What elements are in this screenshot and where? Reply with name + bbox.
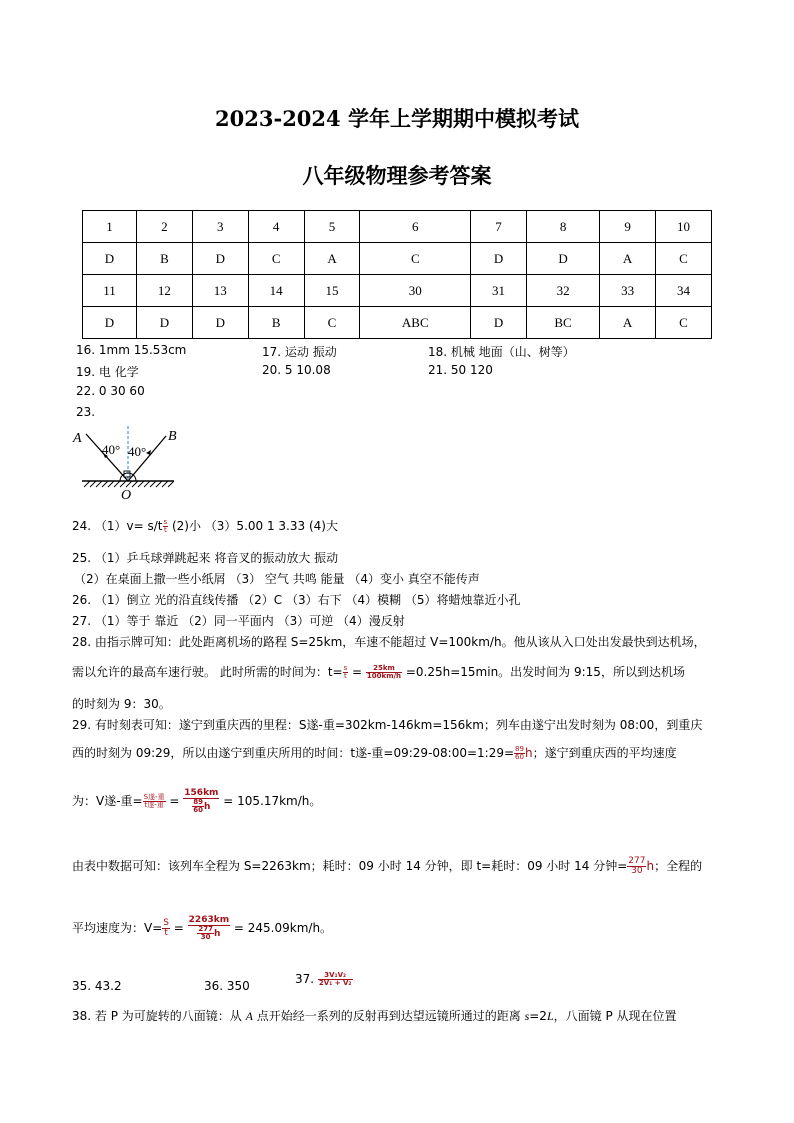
table-cell: 8 bbox=[526, 211, 599, 243]
text: =2 bbox=[529, 1009, 547, 1023]
answer-22: 22. 0 30 60 bbox=[76, 384, 145, 398]
text: 需以允许的最高车速行驶。 此时所需的时间为：t= bbox=[72, 665, 343, 679]
answer-36: 36. 350 bbox=[204, 979, 250, 993]
text: 为：V遂-重= bbox=[72, 794, 143, 808]
label-b: B bbox=[168, 429, 177, 444]
reflection-diagram bbox=[70, 424, 185, 504]
fraction: $\frac{89}{60}$ bbox=[515, 745, 524, 761]
angle-label-left: 40° bbox=[102, 442, 121, 457]
answer-37 bbox=[295, 972, 353, 987]
table-cell: C bbox=[304, 307, 360, 339]
fraction: 2263km $\frac{277}{30}$ h bbox=[188, 915, 230, 941]
table-cell: B bbox=[248, 307, 304, 339]
answer-21: 21. 50 120 bbox=[428, 363, 493, 377]
answer-23: 23. bbox=[76, 405, 96, 419]
text: h bbox=[646, 859, 655, 873]
fraction: $\frac{\text{3V₁V₂}}{\text{2V₁ + V₂}}$ bbox=[318, 971, 352, 987]
answer-25-line1: 25. （1）乒乓球弹跳起来 将音叉的振动放大 振动 bbox=[72, 551, 339, 565]
table-cell: 12 bbox=[137, 275, 193, 307]
answer-24-rest: (2)小 （3）5.00 1 3.33 (4)大 bbox=[168, 519, 338, 533]
table-cell: C bbox=[656, 243, 712, 275]
answer-24-prefix: 24. （1）v= s/t bbox=[72, 519, 163, 533]
page-subtitle: 八年级物理参考答案 bbox=[302, 163, 492, 188]
text: ，八面镜 P 从现在位置 bbox=[553, 1009, 677, 1023]
answer-table bbox=[82, 210, 712, 339]
table-cell: 3 bbox=[192, 211, 248, 243]
answer-28-line1: 28. 由指示牌可知：此处距离机场的路程 S=25km，车速不能超过 V=100km/h。他从该从入口处出发最快到达机场， bbox=[72, 635, 706, 649]
table-cell: D bbox=[137, 307, 193, 339]
fraction: $\frac{\text{S遂-重}}{\text{t遂-重}}$ bbox=[143, 793, 165, 809]
table-cell: 34 bbox=[656, 275, 712, 307]
text: h bbox=[213, 929, 221, 939]
label-o: O bbox=[121, 488, 132, 503]
table-cell: 9 bbox=[600, 211, 656, 243]
table-cell: 11 bbox=[83, 275, 137, 307]
fraction: $\frac{S}{t}$ bbox=[163, 918, 169, 938]
table-cell: 2 bbox=[137, 211, 193, 243]
text: ；全程的 bbox=[654, 859, 703, 873]
answer-19: 19. 电 化学 bbox=[76, 365, 139, 379]
table-cell: 7 bbox=[471, 211, 527, 243]
answer-18: 18. 机械 地面（山、树等） bbox=[428, 345, 575, 359]
text: = bbox=[169, 921, 188, 935]
answer-20: 20. 5 10.08 bbox=[262, 363, 331, 377]
table-cell: 31 bbox=[471, 275, 527, 307]
answer-26: 26. （1）倒立 光的沿直线传播 （2）C （3）右下 （4）模糊 （5）将蜡烛靠近小孔 bbox=[72, 593, 521, 607]
text: =0.25h=15min。出发时间为 9:15，所以到达机场 bbox=[402, 665, 685, 679]
answer-27: 27. （1）等于 靠近 （2）同一平面内 （3）可逆 （4）漫反射 bbox=[72, 614, 405, 628]
text: ；遂宁到重庆西的平均速度 bbox=[532, 746, 677, 760]
table-cell: 10 bbox=[656, 211, 712, 243]
table-cell: 1 bbox=[83, 211, 137, 243]
answer-25-line2: （2）在桌面上撒一些小纸屑 （3） 空气 共鸣 能量 （4）变小 真空不能传声 bbox=[74, 572, 480, 586]
text: A bbox=[245, 1009, 253, 1023]
answer-35: 35. 43.2 bbox=[72, 979, 122, 993]
text: = 245.09km/h。 bbox=[230, 921, 333, 935]
answer-29-line4 bbox=[72, 857, 702, 876]
table-cell: 32 bbox=[526, 275, 599, 307]
table-cell: D bbox=[192, 307, 248, 339]
answer-29-line3 bbox=[72, 789, 321, 814]
fraction: $\frac{277}{30}$ bbox=[628, 856, 646, 876]
text: 38. 若 P 为可旋转的八面镜：从 bbox=[72, 1009, 246, 1023]
table-cell: 13 bbox=[192, 275, 248, 307]
text: s bbox=[524, 1009, 530, 1023]
page-title: 2023-2024 学年上学期期中模拟考试 bbox=[215, 106, 579, 131]
table-cell: 30 bbox=[360, 275, 471, 307]
answer-24 bbox=[72, 517, 338, 534]
table-cell: D bbox=[83, 243, 137, 275]
table-cell: C bbox=[248, 243, 304, 275]
fraction: $\frac{25km}{100km/h}$ bbox=[366, 664, 402, 680]
answer-28-line2 bbox=[72, 663, 685, 680]
table-cell: 15 bbox=[304, 275, 360, 307]
text: = 105.17km/h。 bbox=[219, 794, 322, 808]
answer-28-line3: 的时刻为 9：30。 bbox=[72, 697, 171, 711]
answer-38 bbox=[72, 1007, 677, 1024]
table-row bbox=[83, 275, 712, 307]
text: 由表中数据可知：该列车全程为 S=2263km；耗时：09 小时 14 分钟，即 t=耗时：09 小时 14 分钟= bbox=[72, 859, 628, 873]
mirror-hatching bbox=[84, 481, 174, 487]
fraction: $\frac{s}{t}$ bbox=[163, 518, 168, 534]
text: 西的时刻为 09:29，所以由遂宁到重庆所用的时间：t遂-重=09:29-08:00=1:29= bbox=[72, 746, 515, 760]
table-cell: B bbox=[137, 243, 193, 275]
table-cell: 4 bbox=[248, 211, 304, 243]
text: 37. bbox=[295, 972, 315, 986]
answer-17: 17. 运动 振动 bbox=[262, 345, 337, 359]
text: L bbox=[546, 1009, 554, 1023]
fraction: $\frac{277}{30}$ bbox=[198, 925, 213, 941]
text: h bbox=[524, 746, 533, 760]
fraction: $\frac{89}{60}$ bbox=[193, 798, 204, 814]
table-cell: D bbox=[471, 307, 527, 339]
angle-label-right: 40° bbox=[128, 444, 147, 459]
table-cell: 6 bbox=[360, 211, 471, 243]
table-cell: D bbox=[526, 243, 599, 275]
text: 点开始经一系列的反射再到达望远镜所通过的距离 bbox=[252, 1009, 525, 1023]
answer-29-line5 bbox=[72, 916, 332, 941]
text: h bbox=[204, 802, 211, 812]
table-cell: A bbox=[304, 243, 360, 275]
table-cell: D bbox=[471, 243, 527, 275]
table-row bbox=[83, 243, 712, 275]
fraction: $\frac{s}{t}$ bbox=[343, 664, 348, 680]
table-cell: ABC bbox=[360, 307, 471, 339]
table-cell: BC bbox=[526, 307, 599, 339]
table-row bbox=[83, 211, 712, 243]
answer-29-line2 bbox=[72, 744, 677, 761]
fraction: 156km $\frac{89}{60}$ h bbox=[184, 788, 219, 814]
table-cell: 14 bbox=[248, 275, 304, 307]
text: = bbox=[348, 665, 366, 679]
label-a: A bbox=[73, 431, 82, 446]
table-cell: C bbox=[360, 243, 471, 275]
text: 平均速度为：V= bbox=[72, 921, 163, 935]
answer-16: 16. 1mm 15.53cm bbox=[76, 343, 187, 357]
answer-29-line1: 29. 有时刻表可知：遂宁到重庆西的里程：S遂-重=302km-146km=156km；列车由遂宁出发时刻为 08:00，到重庆 bbox=[72, 718, 703, 732]
table-cell: A bbox=[600, 307, 656, 339]
text: = bbox=[165, 794, 184, 808]
table-cell: C bbox=[656, 307, 712, 339]
table-cell: 33 bbox=[600, 275, 656, 307]
table-cell: D bbox=[83, 307, 137, 339]
table-row bbox=[83, 307, 712, 339]
table-cell: 5 bbox=[304, 211, 360, 243]
table-cell: D bbox=[192, 243, 248, 275]
table-cell: A bbox=[600, 243, 656, 275]
